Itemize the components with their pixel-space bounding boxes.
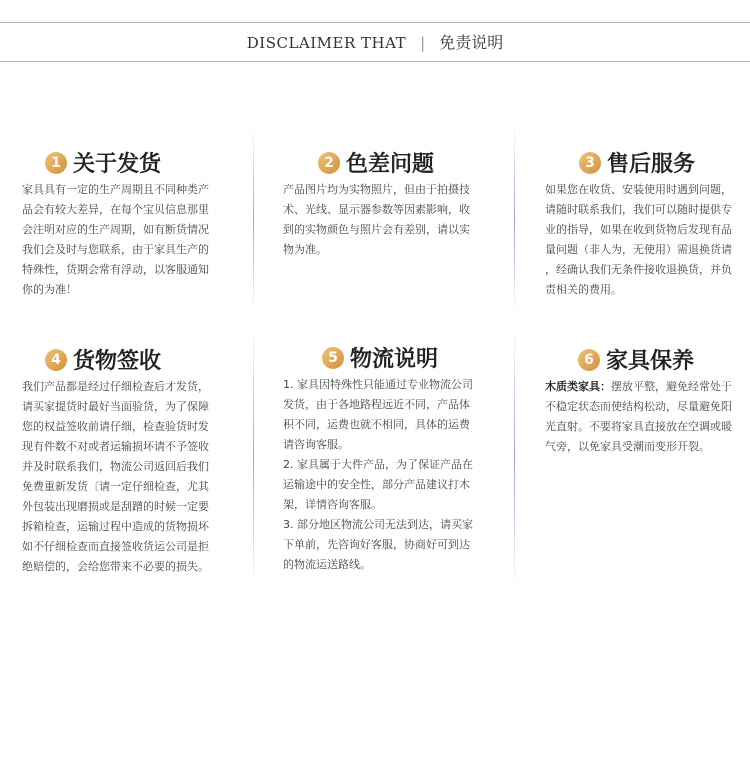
body-line: 如不仔细检查而直接签收货运公司是拒 <box>22 540 209 553</box>
body-line: 产品图片均为实物照片，但由于拍摄技 <box>283 183 470 196</box>
section-title-text: 货物签收 <box>73 349 162 374</box>
header-top-rule <box>0 22 750 23</box>
header-chinese-title: 免责说明 <box>439 33 504 52</box>
section-body-after-sales <box>545 180 750 300</box>
body-line: 责相关的费用。 <box>545 283 622 296</box>
number-badge: 2 <box>318 152 340 174</box>
body-line: 2. 家具属于大件产品，为了保证产品在 <box>283 458 473 471</box>
column-divider <box>514 325 515 590</box>
section-title-after-sales <box>579 147 695 178</box>
body-line: 光直射。不要将家具直接放在空调或暖 <box>545 420 732 433</box>
body-line: 免费重新发货〔请一定仔细检查，尤其 <box>22 480 209 493</box>
number-badge: 4 <box>45 349 67 371</box>
body-line: 绝赔偿的，会给您带来不必要的损失。 <box>22 560 209 573</box>
body-line: 并及时联系我们，物流公司返回后我们 <box>22 460 209 473</box>
body-line: 的物流运送路线。 <box>283 558 371 571</box>
body-line: 特殊性，货期会常有浮动，以客服通知 <box>22 263 209 276</box>
body-line: 术、光线、显示器参数等因素影响，收 <box>283 203 470 216</box>
section-title-text: 关于发货 <box>73 152 162 177</box>
body-line: 请买家提货时最好当面验货，为了保障 <box>22 400 209 413</box>
section-body-maintenance <box>545 377 750 457</box>
body-line: 会注明对应的生产周期，如有断货情况 <box>22 223 209 236</box>
header-separator: | <box>420 34 426 52</box>
page-header <box>0 30 750 53</box>
body-line: 请随时联系我们，我们可以随时提供专 <box>545 203 732 216</box>
number-badge: 5 <box>322 347 344 369</box>
body-line: 拆箱检查，运输过程中造成的货物损坏 <box>22 520 209 533</box>
number-badge: 3 <box>579 152 601 174</box>
number-badge: 6 <box>578 349 600 371</box>
header-english-title: DISCLAIMER THAT <box>246 34 407 52</box>
header-bottom-rule <box>0 61 750 62</box>
section-title-receipt <box>45 344 161 375</box>
section-title-text: 售后服务 <box>607 152 696 177</box>
section-body-receipt <box>22 377 209 577</box>
bold-lead: 木质类家具： <box>545 380 611 393</box>
section-body-logistics <box>283 375 473 575</box>
body-line: 气旁，以免家具受潮而变形开裂。 <box>545 440 710 453</box>
section-body-shipping <box>22 180 209 300</box>
body-line: 请咨询客服。 <box>283 438 349 451</box>
body-line: 外包装出现磨损或是刮蹭的时候一定要 <box>22 500 209 513</box>
body-line: 业的指导，如果在收到货物后发现有品 <box>545 223 732 236</box>
body-line: 积不同，运费也就不相同，具体的运费 <box>283 418 470 431</box>
section-title-maintenance <box>578 344 694 375</box>
section-title-text: 色差问题 <box>346 152 435 177</box>
number-badge: 1 <box>45 152 67 174</box>
body-line: 1. 家具因特殊性只能通过专业物流公司 <box>283 378 473 391</box>
body-line: 你的为准！ <box>22 283 77 296</box>
body-line: 发货，由于各地路程远近不同，产品体 <box>283 398 470 411</box>
column-divider <box>253 125 254 315</box>
body-line: 现有件数不对或者运输损坏请不予签收 <box>22 440 209 453</box>
section-title-shipping <box>45 147 161 178</box>
body-line: 我们会及时与您联系，由于家具生产的 <box>22 243 209 256</box>
body-line: 下单前，先咨询好客服，协商好可到达 <box>283 538 470 551</box>
body-line: 您的权益签收前请仔细，检查验货时发 <box>22 420 209 433</box>
section-title-text: 家具保养 <box>606 349 695 374</box>
body-line: 品会有较大差异，在每个宝贝信息那里 <box>22 203 209 216</box>
body-line: 我们产品都是经过仔细检查后才发货， <box>22 380 209 393</box>
section-title-text: 物流说明 <box>350 347 439 372</box>
body-line: 不稳定状态而使结构松动，尽量避免阳 <box>545 400 732 413</box>
section-title-color-difference <box>318 147 434 178</box>
body-line: 运输途中的安全性，部分产品建议打木 <box>283 478 470 491</box>
column-divider <box>514 125 515 315</box>
body-line: 物为准。 <box>283 243 327 256</box>
body-line <box>545 377 750 397</box>
body-line: 家具具有一定的生产周期且不同种类产 <box>22 183 209 196</box>
body-line: 量问题（非人为，无使用）需退换货请 <box>545 243 732 256</box>
column-divider <box>253 325 254 590</box>
body-line: 架，详情咨询客服。 <box>283 498 382 511</box>
body-line: 如果您在收货、安装使用时遇到问题， <box>545 183 732 196</box>
body-line: 到的实物颜色与照片会有差别，请以实 <box>283 223 470 236</box>
body-line: 3. 部分地区物流公司无法到达，请买家 <box>283 518 473 531</box>
section-body-color-difference <box>283 180 470 260</box>
body-line: ，经确认我们无条件接收退换货，并负 <box>545 263 732 276</box>
body-line-text: 摆放平整，避免经常处于 <box>611 380 732 393</box>
section-title-logistics <box>322 342 438 373</box>
